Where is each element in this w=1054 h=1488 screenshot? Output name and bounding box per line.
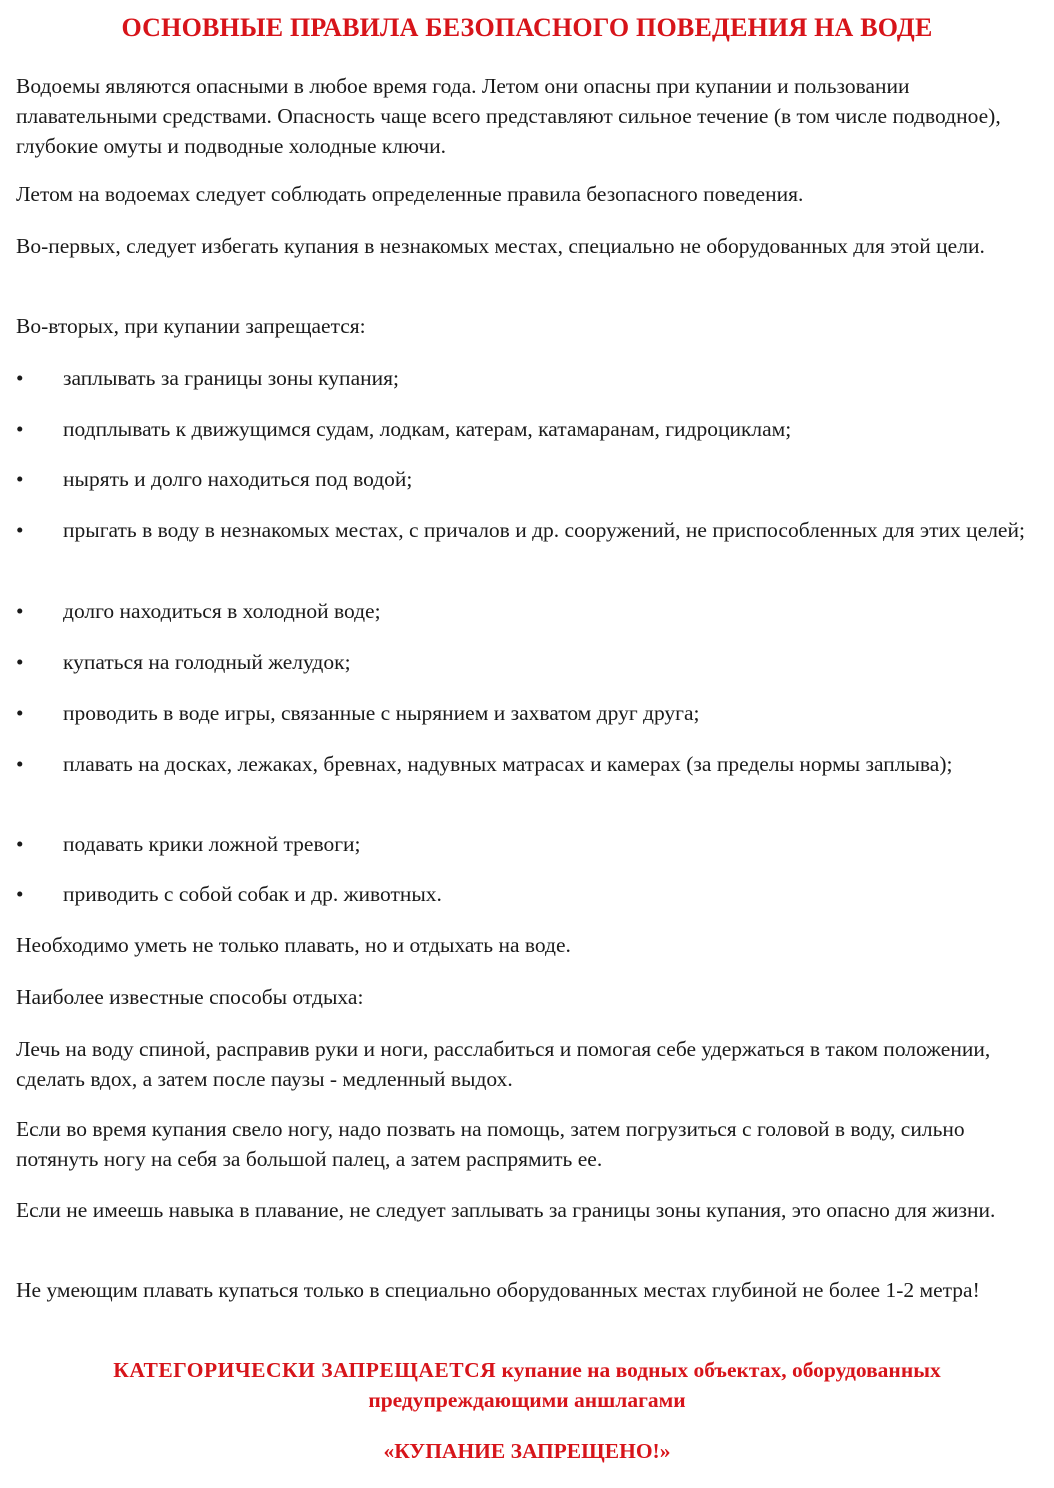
list-item-text: плавать на досках, лежаках, бревнах, надувных матрасах и камерах (за пределы нормы заплыва); — [63, 752, 953, 776]
bullet-icon: • — [16, 832, 24, 856]
method-cramp-paragraph: Если во время купания свело ногу, надо позвать на помощь, затем погрузиться с головой в воду, сильно потянуть ногу на себя за большой палец, а затем распрямить ее. — [16, 1117, 965, 1171]
bullet-icon: • — [16, 882, 24, 906]
list-item-text: прыгать в воду в незнакомых местах, с причалов и др. сооружений, не приспособленных для этих целей; — [63, 518, 1025, 542]
list-item-text: подавать крики ложной тревоги; — [63, 832, 361, 856]
list-item-text: купаться на голодный желудок; — [63, 650, 351, 674]
bullet-icon: • — [16, 599, 24, 623]
non-swimmers-paragraph: Не умеющим плавать купаться только в специально оборудованных местах глубиной не более 1-2 метра! — [16, 1278, 980, 1302]
no-skill-paragraph: Если не имеешь навыка в плавание, не следует заплывать за границы зоны купания, это опасно для жизни. — [16, 1198, 996, 1222]
page-title: ОСНОВНЫЕ ПРАВИЛА БЕЗОПАСНОГО ПОВЕДЕНИЯ НА ВОДЕ — [121, 13, 933, 42]
method-back-paragraph: Лечь на воду спиной, расправив руки и ноги, расслабиться и помогая себе удержаться в таком положении, сделать вдох, а затем после паузы - медленный выдох. — [16, 1037, 991, 1091]
warning-paragraph — [60, 1355, 994, 1415]
list-item-text: подплывать к движущимся судам, лодкам, катерам, катамаранам, гидроциклам; — [63, 417, 792, 441]
rest-needed-paragraph: Необходимо уметь не только плавать, но и отдыхать на воде. — [16, 933, 571, 957]
summer-rules-paragraph: Летом на водоемах следует соблюдать определенные правила безопасного поведения. — [16, 182, 804, 206]
bullet-icon: • — [16, 518, 24, 542]
list-item-text: долго находиться в холодной воде; — [63, 599, 381, 623]
bullet-icon: • — [16, 650, 24, 674]
list-item-text: приводить с собой собак и др. животных. — [63, 882, 442, 906]
list-item-text: нырять и долго находиться под водой; — [63, 467, 413, 491]
list-item-text: заплывать за границы зоны купания; — [63, 366, 399, 390]
bullet-icon: • — [16, 752, 24, 776]
bullet-icon: • — [16, 366, 24, 390]
first-rule-paragraph: Во-первых, следует избегать купания в незнакомых местах, специально не оборудованных для этой цели. — [16, 234, 985, 258]
bullet-icon: • — [16, 467, 24, 491]
rest-methods-paragraph: Наиболее известные способы отдыха: — [16, 985, 364, 1009]
warning-caps: КАТЕГОРИЧЕСКИ ЗАПРЕЩАЕТСЯ — [113, 1358, 497, 1382]
bullet-icon: • — [16, 417, 24, 441]
second-rule-paragraph: Во-вторых, при купании запрещается: — [16, 314, 366, 338]
list-item-text: проводить в воде игры, связанные с нырянием и захватом друг друга; — [63, 701, 700, 725]
warning-text: купание на водных объектах, оборудованных предупреждающими аншлагами — [368, 1358, 941, 1412]
intro-paragraph: Водоемы являются опасными в любое время года. Летом они опасны при купании и пользовании плавательными средствами. Опасность чаще всего представляют сильное течение (в том числе подводное), глубокие омуты и подводные холодные ключи. — [16, 74, 1001, 158]
warning-sign-text: «КУПАНИЕ ЗАПРЕЩЕНО!» — [383, 1439, 671, 1463]
bullet-icon: • — [16, 701, 24, 725]
